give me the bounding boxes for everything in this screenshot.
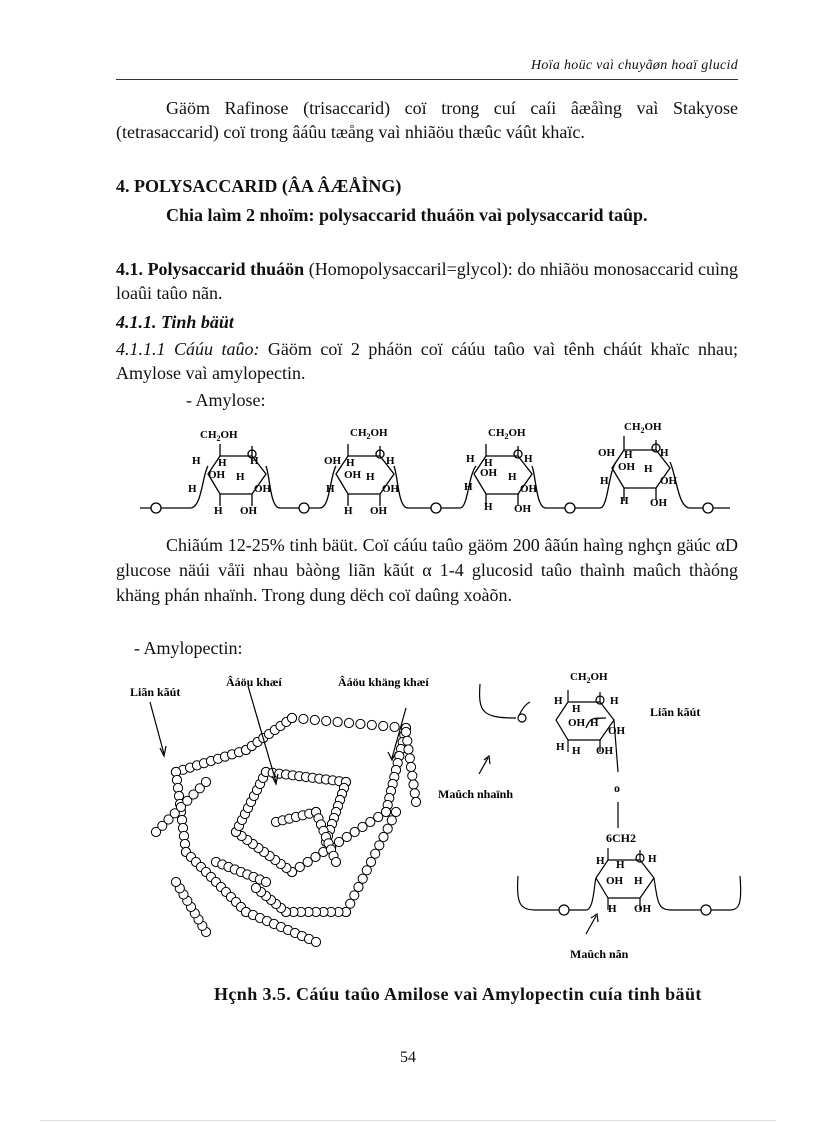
label-o: o: [614, 781, 620, 795]
svg-text:H: H: [644, 463, 653, 475]
svg-text:CH2OH: $CH_2OH$: [488, 427, 526, 441]
structure-text: Gäöm coï 2 pháön coï cáúu taûo vaì tênh cháút khaïc nhau; Amylose vaì amylopectin.: [116, 339, 738, 383]
page-number: 54: [400, 1049, 416, 1066]
svg-text:H: H: [554, 695, 563, 707]
glucose-bead: [409, 780, 418, 789]
glucose-bead: [251, 883, 260, 892]
svg-text:H: H: [624, 449, 633, 461]
subheading-4-1: 4.1. Polysaccarid thuáön: [116, 259, 305, 279]
svg-text:H: H: [556, 741, 565, 753]
glucose-bead: [403, 736, 412, 745]
svg-text:H: H: [236, 471, 245, 483]
svg-text:H: H: [610, 695, 619, 707]
svg-text:H: H: [344, 505, 353, 517]
svg-text:CH2OH: $CH_2OH$: [624, 421, 662, 435]
label-dau-khong-khu: Âáöu khäng khæí: [338, 675, 429, 689]
svg-text:OH: OH: [514, 503, 532, 515]
label-mach-nen: Maûch nãn: [570, 947, 629, 961]
svg-text:H: H: [218, 457, 227, 469]
glucose-bead: [367, 720, 376, 729]
footer-rule: [40, 1120, 776, 1121]
svg-text:CH2OH: $CH_2OH$: [200, 429, 238, 443]
glucose-bead: [390, 722, 399, 731]
glucose-bead: [322, 716, 331, 725]
svg-text:OH: OH: [480, 467, 498, 479]
structure-label: 4.1.1.1 Cáúu taûo:: [116, 339, 260, 359]
glucose-bead: [287, 713, 296, 722]
svg-text:H: H: [616, 859, 625, 871]
glucose-bead: [171, 877, 180, 886]
glucose-bead: [356, 719, 365, 728]
figure-caption: Hçnh 3.5. Cáúu taûo Amilose vaì Amylopectin cuía tinh bäüt: [214, 984, 702, 1004]
glucose-bead: [333, 717, 342, 726]
svg-text:OH: OH: [650, 497, 668, 509]
label-lien-ket-left: Liãn kãút: [130, 685, 181, 699]
amylose-label: - Amylose:: [186, 390, 266, 410]
glucose-bead: [411, 797, 420, 806]
heading-tinh-bot: 4.1.1. Tinh bäüt: [116, 312, 234, 332]
svg-text:OH: OH: [208, 469, 226, 481]
paragraph-rafinose: Gäöm Rafinose (trisaccarid) coï trong cuí caíi âæåìng vaì Stakyose (tetrasaccarid) coï trong âáûu tæång vaì nhiãöu thæûc váût khaïc.: [116, 98, 738, 142]
svg-text:H: H: [600, 475, 609, 487]
label-mach-nhanh: Maûch nhaïnh: [438, 787, 514, 801]
glucose-bead: [261, 877, 270, 886]
svg-text:OH: OH: [254, 483, 272, 495]
glucose-bead: [401, 727, 410, 736]
svg-text:OH: OH: [324, 455, 342, 467]
amylose-figure: [130, 416, 740, 526]
svg-text:H: H: [192, 455, 201, 467]
svg-text:H: H: [214, 505, 223, 517]
label-6ch2: 6CH2: [606, 831, 636, 845]
svg-text:H: H: [466, 453, 475, 465]
svg-text:OH: OH: [520, 483, 538, 495]
glucose-bead: [387, 816, 396, 825]
svg-text:H: H: [188, 483, 197, 495]
svg-text:CH2OH: $CH_2OH$: [570, 671, 608, 685]
amylopectin-label: - Amylopectin:: [134, 638, 243, 658]
glucose-bead: [310, 715, 319, 724]
svg-text:H: H: [608, 903, 617, 915]
glucose-bead: [405, 754, 414, 763]
svg-text:H: H: [660, 447, 669, 459]
svg-text:H: H: [366, 471, 375, 483]
glucose-bead: [346, 899, 355, 908]
running-header: Hoïa hoüc vaì chuyãøn hoaï glucid: [530, 58, 738, 73]
svg-text:H: H: [596, 855, 605, 867]
svg-text:OH: OH: [598, 447, 616, 459]
svg-text:OH: OH: [660, 475, 678, 487]
glucose-bead: [354, 882, 363, 891]
glucose-bead: [344, 718, 353, 727]
svg-text:OH: OH: [634, 903, 652, 915]
svg-text:H: H: [508, 471, 517, 483]
glucose-bead: [362, 866, 371, 875]
svg-text:OH: OH: [596, 745, 614, 757]
glucose-bead: [366, 857, 375, 866]
glucose-bead: [371, 849, 380, 858]
svg-text:OH: OH: [568, 717, 586, 729]
svg-text:H: H: [572, 703, 581, 715]
svg-text:H: H: [620, 495, 629, 507]
paragraph-homopolysaccarid-text: (Homopolysaccaril=glycol): do nhiãöu monosaccarid cuìng loaûi taûo nãn.: [116, 259, 738, 303]
glucose-bead: [379, 832, 388, 841]
svg-text:OH: OH: [370, 505, 388, 517]
svg-text:OH: OH: [344, 469, 362, 481]
glucose-bead: [406, 762, 415, 771]
paragraph-structure: [116, 337, 738, 385]
svg-text:H: H: [648, 853, 657, 865]
paragraph-amylose-description: Chiãúm 12-25% tinh bäüt. Coï cáúu taûo gäöm 200 âãún haìng nghçn gäúc αD glucose näúi våïi nhau bàòng liãn kãút α 1-4 glucosid taûo thaình maûch thàóng khäng phán nhaïnh. Trong dung dëch coï daûng xoàõn.: [116, 535, 738, 605]
glucose-bead: [201, 777, 210, 786]
glucose-bead: [311, 937, 320, 946]
glucose-bead: [379, 721, 388, 730]
paragraph-homopolysaccarid: [116, 257, 738, 305]
svg-text:OH: OH: [240, 505, 258, 517]
glucose-bead: [404, 745, 413, 754]
svg-text:H: H: [524, 453, 533, 465]
svg-text:H: H: [590, 717, 599, 729]
amylopectin-figure: [116, 662, 746, 967]
svg-text:OH: OH: [608, 725, 626, 737]
glucose-bead: [350, 891, 359, 900]
glucose-bead: [408, 771, 417, 780]
heading-polysaccarid: 4. POLYSACCARID (ÂA ÂÆÅÌNG): [116, 176, 402, 196]
paragraph-two-groups: Chia laìm 2 nhoïm: polysaccarid thuáön vaì polysaccarid taûp.: [166, 205, 648, 225]
glucose-bead: [375, 841, 384, 850]
glucose-bead: [410, 789, 419, 798]
svg-text:H: H: [326, 483, 335, 495]
svg-text:CH2OH: $CH_2OH$: [350, 427, 388, 441]
svg-text:OH: OH: [606, 875, 624, 887]
header-rule: [116, 79, 738, 80]
svg-text:OH: OH: [382, 483, 400, 495]
svg-text:H: H: [484, 457, 493, 469]
svg-text:H: H: [346, 457, 355, 469]
svg-text:H: H: [634, 875, 643, 887]
svg-text:OH: OH: [618, 461, 636, 473]
svg-text:H: H: [386, 455, 395, 467]
svg-text:H: H: [484, 501, 493, 513]
glucose-bead: [331, 857, 340, 866]
label-dau-khu: Âáöu khæí: [226, 675, 282, 689]
glucose-bead: [358, 874, 367, 883]
glucose-bead: [391, 807, 400, 816]
svg-text:H: H: [572, 745, 581, 757]
svg-text:H: H: [464, 481, 473, 493]
glucose-bead: [299, 714, 308, 723]
glucose-bead: [383, 824, 392, 833]
label-lien-ket-right: Liãn kãút: [650, 705, 701, 719]
svg-text:H: H: [250, 455, 259, 467]
